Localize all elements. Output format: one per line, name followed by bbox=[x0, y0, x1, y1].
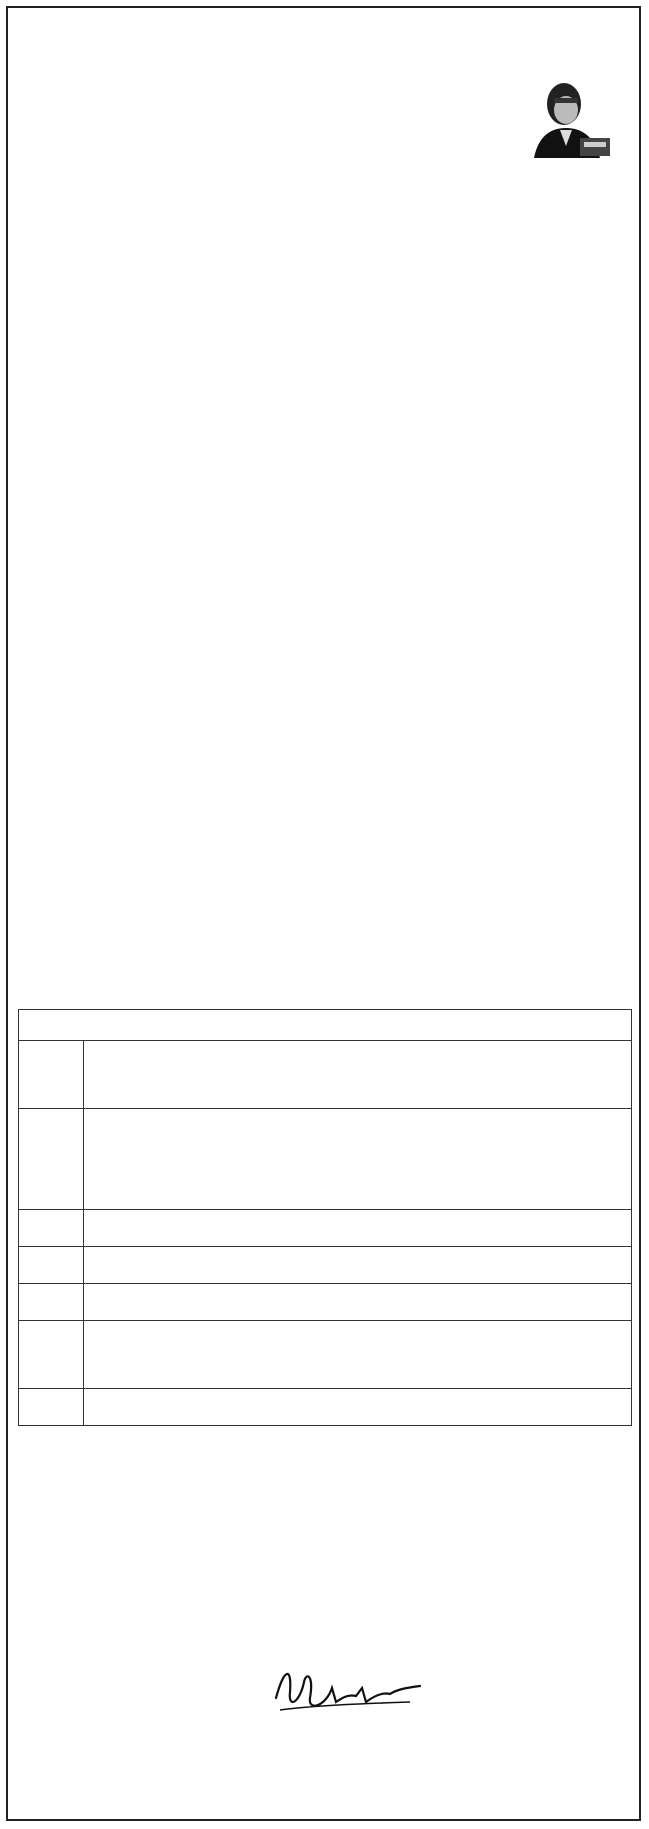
table-row bbox=[19, 1389, 632, 1426]
notice-frame bbox=[6, 6, 641, 1821]
category-text bbox=[84, 1247, 632, 1284]
table-row bbox=[19, 1247, 632, 1284]
category-key bbox=[19, 1210, 84, 1247]
table-row bbox=[19, 1041, 632, 1109]
table-header-row bbox=[19, 1010, 632, 1041]
category-text bbox=[84, 1109, 632, 1210]
category-key bbox=[19, 1247, 84, 1284]
category-key bbox=[19, 1041, 84, 1109]
portrait-logo bbox=[520, 76, 612, 158]
category-key bbox=[19, 1389, 84, 1426]
categories-heading bbox=[19, 1010, 632, 1041]
handwritten-signature bbox=[270, 1658, 430, 1726]
award-categories-table bbox=[18, 1009, 632, 1426]
table-row bbox=[19, 1284, 632, 1321]
table-row bbox=[19, 1321, 632, 1389]
category-text bbox=[84, 1389, 632, 1426]
table-row bbox=[19, 1109, 632, 1210]
table-row bbox=[19, 1210, 632, 1247]
category-text bbox=[84, 1284, 632, 1321]
notice-body bbox=[24, 336, 627, 370]
category-key bbox=[19, 1321, 84, 1389]
category-text bbox=[84, 1321, 632, 1389]
category-key bbox=[19, 1109, 84, 1210]
category-text bbox=[84, 1041, 632, 1109]
category-key bbox=[19, 1284, 84, 1321]
category-text bbox=[84, 1210, 632, 1247]
